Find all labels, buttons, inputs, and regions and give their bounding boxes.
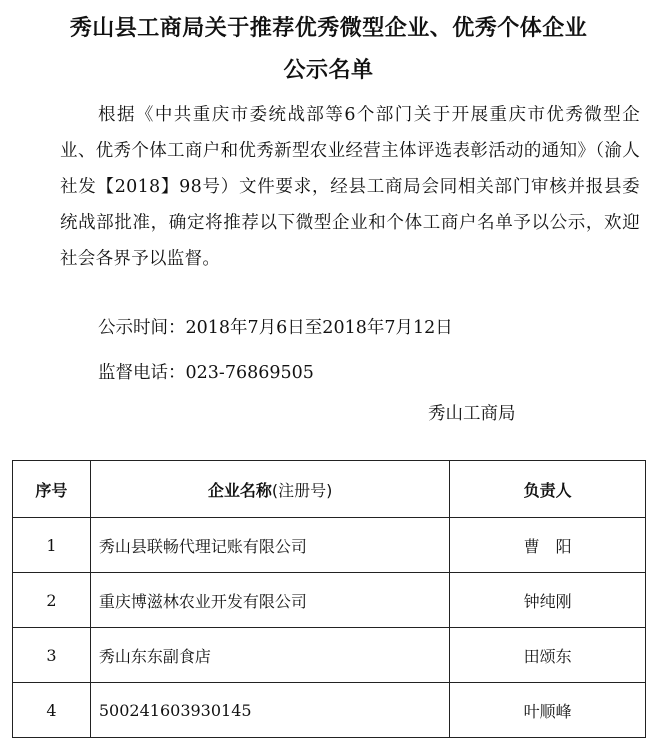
row-person: 钟纯刚 [450, 573, 646, 628]
row-person: 叶顺峰 [450, 683, 646, 738]
body-paragraph: 根据《中共重庆市委统战部等6个部门关于开展重庆市优秀微型企业、优秀个体工商户和优秀新型农业经营主体评选表彰活动的通知》（渝人社发【2018】98号）文件要求，经县工商局会同相关部门审核并报县委统战部批准，确定将推荐以下微型企业和个体工商户名单予以公示，欢迎社会各界予以监督。 [60, 105, 640, 269]
row-seq: 3 [13, 628, 91, 683]
header-person: 负责人 [450, 461, 646, 518]
document-title-line1: 秀山县工商局关于推荐优秀微型企业、优秀个体企业 [69, 16, 588, 41]
row-seq: 1 [13, 518, 91, 573]
table-header-row [13, 461, 646, 518]
row-person: 田颂东 [450, 628, 646, 683]
row-person: 曹 阳 [450, 518, 646, 573]
row-enterprise-name: 500241603930145 [90, 683, 450, 738]
table-row [13, 683, 646, 738]
header-seq: 序号 [13, 461, 91, 518]
table-row [13, 628, 646, 683]
row-enterprise-name: 秀山东东副食店 [90, 628, 450, 683]
enterprise-table [12, 460, 646, 738]
row-enterprise-name: 重庆博滋林农业开发有限公司 [90, 573, 450, 628]
signature: 秀山工商局 [428, 404, 516, 424]
row-enterprise-name: 秀山县联畅代理记账有限公司 [90, 518, 450, 573]
row-seq: 2 [13, 573, 91, 628]
publicity-time: 公示时间：2018年7月6日至2018年7月12日 [98, 318, 453, 338]
header-enterprise-name [90, 461, 450, 518]
row-seq: 4 [13, 683, 91, 738]
table-row [13, 518, 646, 573]
document-title-line2: 公示名单 [283, 58, 374, 83]
supervision-phone: 监督电话：023-76869505 [98, 363, 314, 383]
table-row [13, 573, 646, 628]
header-name-sub: (注册号) [271, 480, 333, 500]
header-name-main: 企业名称 [207, 480, 272, 500]
